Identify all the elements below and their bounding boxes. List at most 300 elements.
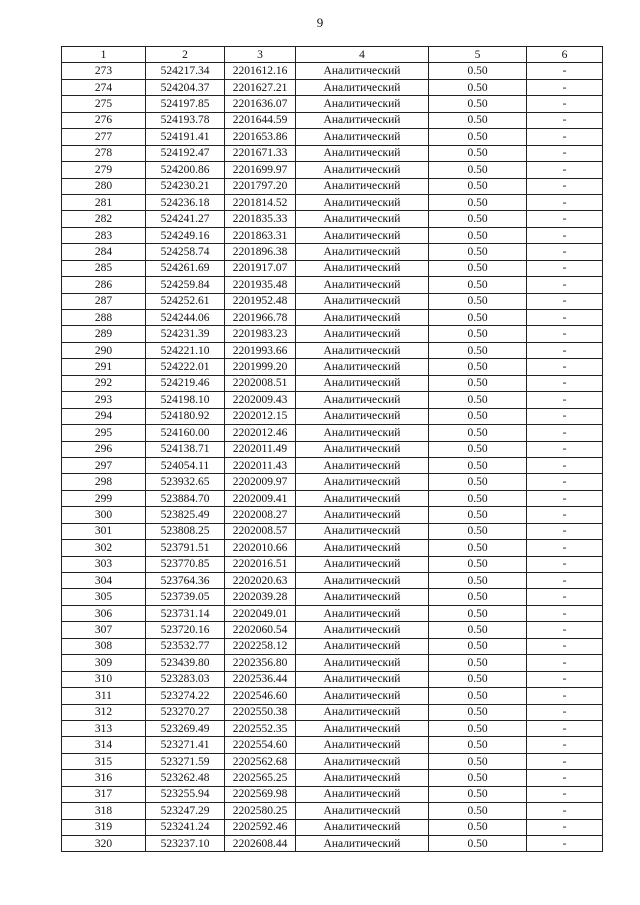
note-cell: - [527, 786, 603, 802]
accuracy-cell: 0.50 [429, 260, 527, 276]
point-number-cell: 283 [62, 227, 146, 243]
point-number-cell: 296 [62, 441, 146, 457]
note-cell: - [527, 457, 603, 473]
method-cell: Аналитический [296, 556, 429, 572]
method-cell: Аналитический [296, 507, 429, 523]
method-cell: Аналитический [296, 589, 429, 605]
method-cell: Аналитический [296, 178, 429, 194]
column-header-2: 2 [146, 47, 225, 63]
x-coordinate-cell: 524198.10 [146, 392, 225, 408]
table-row [62, 129, 603, 145]
note-cell: - [527, 244, 603, 260]
table-row [62, 178, 603, 194]
accuracy-cell: 0.50 [429, 655, 527, 671]
note-cell: - [527, 425, 603, 441]
method-cell: Аналитический [296, 819, 429, 835]
note-cell: - [527, 507, 603, 523]
accuracy-cell: 0.50 [429, 819, 527, 835]
method-cell: Аналитический [296, 753, 429, 769]
y-coordinate-cell: 2202356.80 [225, 655, 296, 671]
x-coordinate-cell: 523255.94 [146, 786, 225, 802]
table-row [62, 310, 603, 326]
table-row [62, 770, 603, 786]
accuracy-cell: 0.50 [429, 162, 527, 178]
accuracy-cell: 0.50 [429, 293, 527, 309]
note-cell: - [527, 129, 603, 145]
method-cell: Аналитический [296, 540, 429, 556]
note-cell: - [527, 293, 603, 309]
accuracy-cell: 0.50 [429, 573, 527, 589]
table-row [62, 655, 603, 671]
point-number-cell: 299 [62, 490, 146, 506]
method-cell: Аналитический [296, 375, 429, 391]
x-coordinate-cell: 523237.10 [146, 836, 225, 852]
y-coordinate-cell: 2201935.48 [225, 277, 296, 293]
note-cell: - [527, 408, 603, 424]
accuracy-cell: 0.50 [429, 359, 527, 375]
y-coordinate-cell: 2202552.35 [225, 720, 296, 736]
note-cell: - [527, 704, 603, 720]
accuracy-cell: 0.50 [429, 638, 527, 654]
accuracy-cell: 0.50 [429, 310, 527, 326]
y-coordinate-cell: 2201671.33 [225, 145, 296, 161]
point-number-cell: 285 [62, 260, 146, 276]
x-coordinate-cell: 523241.24 [146, 819, 225, 835]
y-coordinate-cell: 2202008.57 [225, 523, 296, 539]
method-cell: Аналитический [296, 227, 429, 243]
y-coordinate-cell: 2202011.43 [225, 457, 296, 473]
note-cell: - [527, 819, 603, 835]
note-cell: - [527, 326, 603, 342]
note-cell: - [527, 720, 603, 736]
table-row [62, 408, 603, 424]
method-cell: Аналитический [296, 129, 429, 145]
table-row [62, 737, 603, 753]
x-coordinate-cell: 523271.59 [146, 753, 225, 769]
table-row [62, 786, 603, 802]
accuracy-cell: 0.50 [429, 375, 527, 391]
y-coordinate-cell: 2202049.01 [225, 605, 296, 621]
accuracy-cell: 0.50 [429, 507, 527, 523]
x-coordinate-cell: 524236.18 [146, 194, 225, 210]
y-coordinate-cell: 2202258.12 [225, 638, 296, 654]
accuracy-cell: 0.50 [429, 63, 527, 79]
y-coordinate-cell: 2202554.60 [225, 737, 296, 753]
table-row [62, 638, 603, 654]
point-number-cell: 307 [62, 622, 146, 638]
table-row [62, 441, 603, 457]
accuracy-cell: 0.50 [429, 589, 527, 605]
table-row [62, 244, 603, 260]
y-coordinate-cell: 2202592.46 [225, 819, 296, 835]
method-cell: Аналитический [296, 211, 429, 227]
y-coordinate-cell: 2202546.60 [225, 688, 296, 704]
note-cell: - [527, 655, 603, 671]
point-number-cell: 275 [62, 96, 146, 112]
accuracy-cell: 0.50 [429, 556, 527, 572]
note-cell: - [527, 441, 603, 457]
method-cell: Аналитический [296, 605, 429, 621]
table-row [62, 507, 603, 523]
accuracy-cell: 0.50 [429, 178, 527, 194]
point-number-cell: 300 [62, 507, 146, 523]
point-number-cell: 312 [62, 704, 146, 720]
table-row [62, 589, 603, 605]
x-coordinate-cell: 524230.21 [146, 178, 225, 194]
note-cell: - [527, 605, 603, 621]
column-header-4: 4 [296, 47, 429, 63]
table-row [62, 96, 603, 112]
y-coordinate-cell: 2201863.31 [225, 227, 296, 243]
table-row [62, 490, 603, 506]
y-coordinate-cell: 2201612.16 [225, 63, 296, 79]
note-cell: - [527, 194, 603, 210]
method-cell: Аналитический [296, 737, 429, 753]
table-row [62, 425, 603, 441]
y-coordinate-cell: 2202565.25 [225, 770, 296, 786]
point-number-cell: 304 [62, 573, 146, 589]
column-header-1: 1 [62, 47, 146, 63]
method-cell: Аналитический [296, 145, 429, 161]
accuracy-cell: 0.50 [429, 145, 527, 161]
x-coordinate-cell: 524160.00 [146, 425, 225, 441]
note-cell: - [527, 474, 603, 490]
page-number: 9 [316, 15, 324, 30]
note-cell: - [527, 770, 603, 786]
method-cell: Аналитический [296, 277, 429, 293]
x-coordinate-cell: 524241.27 [146, 211, 225, 227]
note-cell: - [527, 162, 603, 178]
y-coordinate-cell: 2202010.66 [225, 540, 296, 556]
table-row [62, 112, 603, 128]
y-coordinate-cell: 2202016.51 [225, 556, 296, 572]
point-number-cell: 310 [62, 671, 146, 687]
note-cell: - [527, 803, 603, 819]
y-coordinate-cell: 2202060.54 [225, 622, 296, 638]
coordinates-table [61, 46, 603, 852]
note-cell: - [527, 96, 603, 112]
accuracy-cell: 0.50 [429, 523, 527, 539]
x-coordinate-cell: 524192.47 [146, 145, 225, 161]
method-cell: Аналитический [296, 720, 429, 736]
table-row [62, 326, 603, 342]
y-coordinate-cell: 2202569.98 [225, 786, 296, 802]
note-cell: - [527, 211, 603, 227]
accuracy-cell: 0.50 [429, 112, 527, 128]
x-coordinate-cell: 524231.39 [146, 326, 225, 342]
accuracy-cell: 0.50 [429, 425, 527, 441]
x-coordinate-cell: 523932.65 [146, 474, 225, 490]
table-row [62, 457, 603, 473]
note-cell: - [527, 310, 603, 326]
accuracy-cell: 0.50 [429, 836, 527, 852]
table-row [62, 556, 603, 572]
table-row [62, 375, 603, 391]
method-cell: Аналитический [296, 392, 429, 408]
table-row [62, 523, 603, 539]
accuracy-cell: 0.50 [429, 277, 527, 293]
note-cell: - [527, 753, 603, 769]
note-cell: - [527, 63, 603, 79]
y-coordinate-cell: 2201699.97 [225, 162, 296, 178]
y-coordinate-cell: 2202039.28 [225, 589, 296, 605]
note-cell: - [527, 359, 603, 375]
accuracy-cell: 0.50 [429, 753, 527, 769]
accuracy-cell: 0.50 [429, 688, 527, 704]
y-coordinate-cell: 2201896.38 [225, 244, 296, 260]
method-cell: Аналитический [296, 260, 429, 276]
x-coordinate-cell: 523271.41 [146, 737, 225, 753]
note-cell: - [527, 737, 603, 753]
note-cell: - [527, 260, 603, 276]
note-cell: - [527, 671, 603, 687]
point-number-cell: 315 [62, 753, 146, 769]
note-cell: - [527, 277, 603, 293]
method-cell: Аналитический [296, 786, 429, 802]
accuracy-cell: 0.50 [429, 227, 527, 243]
point-number-cell: 306 [62, 605, 146, 621]
table-row [62, 819, 603, 835]
column-header-3: 3 [225, 47, 296, 63]
table-row [62, 671, 603, 687]
table-row [62, 79, 603, 95]
point-number-cell: 320 [62, 836, 146, 852]
accuracy-cell: 0.50 [429, 803, 527, 819]
accuracy-cell: 0.50 [429, 490, 527, 506]
table-row [62, 260, 603, 276]
point-number-cell: 308 [62, 638, 146, 654]
accuracy-cell: 0.50 [429, 540, 527, 556]
table-row [62, 359, 603, 375]
accuracy-cell: 0.50 [429, 392, 527, 408]
x-coordinate-cell: 524193.78 [146, 112, 225, 128]
accuracy-cell: 0.50 [429, 737, 527, 753]
point-number-cell: 297 [62, 457, 146, 473]
accuracy-cell: 0.50 [429, 671, 527, 687]
y-coordinate-cell: 2201983.23 [225, 326, 296, 342]
note-cell: - [527, 589, 603, 605]
y-coordinate-cell: 2202012.15 [225, 408, 296, 424]
method-cell: Аналитический [296, 836, 429, 852]
accuracy-cell: 0.50 [429, 622, 527, 638]
point-number-cell: 305 [62, 589, 146, 605]
note-cell: - [527, 836, 603, 852]
method-cell: Аналитический [296, 96, 429, 112]
point-number-cell: 316 [62, 770, 146, 786]
method-cell: Аналитический [296, 688, 429, 704]
accuracy-cell: 0.50 [429, 194, 527, 210]
table-row [62, 704, 603, 720]
method-cell: Аналитический [296, 342, 429, 358]
note-cell: - [527, 523, 603, 539]
y-coordinate-cell: 2201835.33 [225, 211, 296, 227]
point-number-cell: 287 [62, 293, 146, 309]
point-number-cell: 317 [62, 786, 146, 802]
point-number-cell: 303 [62, 556, 146, 572]
x-coordinate-cell: 524197.85 [146, 96, 225, 112]
accuracy-cell: 0.50 [429, 342, 527, 358]
table-row [62, 573, 603, 589]
y-coordinate-cell: 2201627.21 [225, 79, 296, 95]
y-coordinate-cell: 2202012.46 [225, 425, 296, 441]
x-coordinate-cell: 524259.84 [146, 277, 225, 293]
point-number-cell: 294 [62, 408, 146, 424]
table-row [62, 277, 603, 293]
y-coordinate-cell: 2201952.48 [225, 293, 296, 309]
note-cell: - [527, 638, 603, 654]
method-cell: Аналитический [296, 770, 429, 786]
x-coordinate-cell: 524054.11 [146, 457, 225, 473]
method-cell: Аналитический [296, 457, 429, 473]
method-cell: Аналитический [296, 638, 429, 654]
table-row [62, 720, 603, 736]
point-number-cell: 279 [62, 162, 146, 178]
accuracy-cell: 0.50 [429, 408, 527, 424]
x-coordinate-cell: 523269.49 [146, 720, 225, 736]
note-cell: - [527, 622, 603, 638]
note-cell: - [527, 392, 603, 408]
table-row [62, 145, 603, 161]
point-number-cell: 280 [62, 178, 146, 194]
accuracy-cell: 0.50 [429, 457, 527, 473]
note-cell: - [527, 556, 603, 572]
note-cell: - [527, 227, 603, 243]
x-coordinate-cell: 523532.77 [146, 638, 225, 654]
table-row [62, 836, 603, 852]
y-coordinate-cell: 2201999.20 [225, 359, 296, 375]
x-coordinate-cell: 523791.51 [146, 540, 225, 556]
x-coordinate-cell: 524244.06 [146, 310, 225, 326]
y-coordinate-cell: 2202580.25 [225, 803, 296, 819]
point-number-cell: 288 [62, 310, 146, 326]
accuracy-cell: 0.50 [429, 211, 527, 227]
x-coordinate-cell: 523731.14 [146, 605, 225, 621]
method-cell: Аналитический [296, 162, 429, 178]
table-row [62, 227, 603, 243]
x-coordinate-cell: 524252.61 [146, 293, 225, 309]
x-coordinate-cell: 523439.80 [146, 655, 225, 671]
accuracy-cell: 0.50 [429, 605, 527, 621]
method-cell: Аналитический [296, 293, 429, 309]
point-number-cell: 301 [62, 523, 146, 539]
point-number-cell: 277 [62, 129, 146, 145]
note-cell: - [527, 112, 603, 128]
point-number-cell: 318 [62, 803, 146, 819]
point-number-cell: 281 [62, 194, 146, 210]
y-coordinate-cell: 2201797.20 [225, 178, 296, 194]
table-row [62, 392, 603, 408]
point-number-cell: 276 [62, 112, 146, 128]
y-coordinate-cell: 2201993.66 [225, 342, 296, 358]
accuracy-cell: 0.50 [429, 441, 527, 457]
point-number-cell: 282 [62, 211, 146, 227]
table-row [62, 753, 603, 769]
x-coordinate-cell: 524249.16 [146, 227, 225, 243]
y-coordinate-cell: 2201636.07 [225, 96, 296, 112]
y-coordinate-cell: 2201644.59 [225, 112, 296, 128]
table-row [62, 622, 603, 638]
point-number-cell: 302 [62, 540, 146, 556]
point-number-cell: 295 [62, 425, 146, 441]
table-row [62, 342, 603, 358]
point-number-cell: 291 [62, 359, 146, 375]
method-cell: Аналитический [296, 310, 429, 326]
accuracy-cell: 0.50 [429, 720, 527, 736]
x-coordinate-cell: 523247.29 [146, 803, 225, 819]
accuracy-cell: 0.50 [429, 244, 527, 260]
x-coordinate-cell: 523808.25 [146, 523, 225, 539]
table-row [62, 605, 603, 621]
y-coordinate-cell: 2201966.78 [225, 310, 296, 326]
x-coordinate-cell: 524261.69 [146, 260, 225, 276]
y-coordinate-cell: 2202008.51 [225, 375, 296, 391]
accuracy-cell: 0.50 [429, 326, 527, 342]
point-number-cell: 290 [62, 342, 146, 358]
point-number-cell: 278 [62, 145, 146, 161]
y-coordinate-cell: 2202009.97 [225, 474, 296, 490]
accuracy-cell: 0.50 [429, 129, 527, 145]
x-coordinate-cell: 523262.48 [146, 770, 225, 786]
method-cell: Аналитический [296, 523, 429, 539]
y-coordinate-cell: 2201814.52 [225, 194, 296, 210]
point-number-cell: 293 [62, 392, 146, 408]
x-coordinate-cell: 524221.10 [146, 342, 225, 358]
y-coordinate-cell: 2201653.86 [225, 129, 296, 145]
note-cell: - [527, 342, 603, 358]
y-coordinate-cell: 2202562.68 [225, 753, 296, 769]
x-coordinate-cell: 524219.46 [146, 375, 225, 391]
method-cell: Аналитический [296, 490, 429, 506]
x-coordinate-cell: 524191.41 [146, 129, 225, 145]
point-number-cell: 311 [62, 688, 146, 704]
method-cell: Аналитический [296, 474, 429, 490]
y-coordinate-cell: 2202608.44 [225, 836, 296, 852]
table-header-row [62, 47, 603, 63]
point-number-cell: 319 [62, 819, 146, 835]
table-row [62, 688, 603, 704]
method-cell: Аналитический [296, 79, 429, 95]
point-number-cell: 309 [62, 655, 146, 671]
x-coordinate-cell: 524200.86 [146, 162, 225, 178]
method-cell: Аналитический [296, 63, 429, 79]
x-coordinate-cell: 523270.27 [146, 704, 225, 720]
point-number-cell: 274 [62, 79, 146, 95]
point-number-cell: 313 [62, 720, 146, 736]
method-cell: Аналитический [296, 704, 429, 720]
y-coordinate-cell: 2202011.49 [225, 441, 296, 457]
table-row [62, 293, 603, 309]
x-coordinate-cell: 523764.36 [146, 573, 225, 589]
table-body [62, 63, 603, 852]
point-number-cell: 284 [62, 244, 146, 260]
x-coordinate-cell: 524258.74 [146, 244, 225, 260]
point-number-cell: 314 [62, 737, 146, 753]
y-coordinate-cell: 2202550.38 [225, 704, 296, 720]
method-cell: Аналитический [296, 425, 429, 441]
x-coordinate-cell: 523274.22 [146, 688, 225, 704]
accuracy-cell: 0.50 [429, 770, 527, 786]
table-row [62, 194, 603, 210]
x-coordinate-cell: 523720.16 [146, 622, 225, 638]
y-coordinate-cell: 2202008.27 [225, 507, 296, 523]
column-header-5: 5 [429, 47, 527, 63]
column-header-6: 6 [527, 47, 603, 63]
x-coordinate-cell: 524217.34 [146, 63, 225, 79]
x-coordinate-cell: 523884.70 [146, 490, 225, 506]
y-coordinate-cell: 2202009.41 [225, 490, 296, 506]
note-cell: - [527, 145, 603, 161]
method-cell: Аналитический [296, 112, 429, 128]
